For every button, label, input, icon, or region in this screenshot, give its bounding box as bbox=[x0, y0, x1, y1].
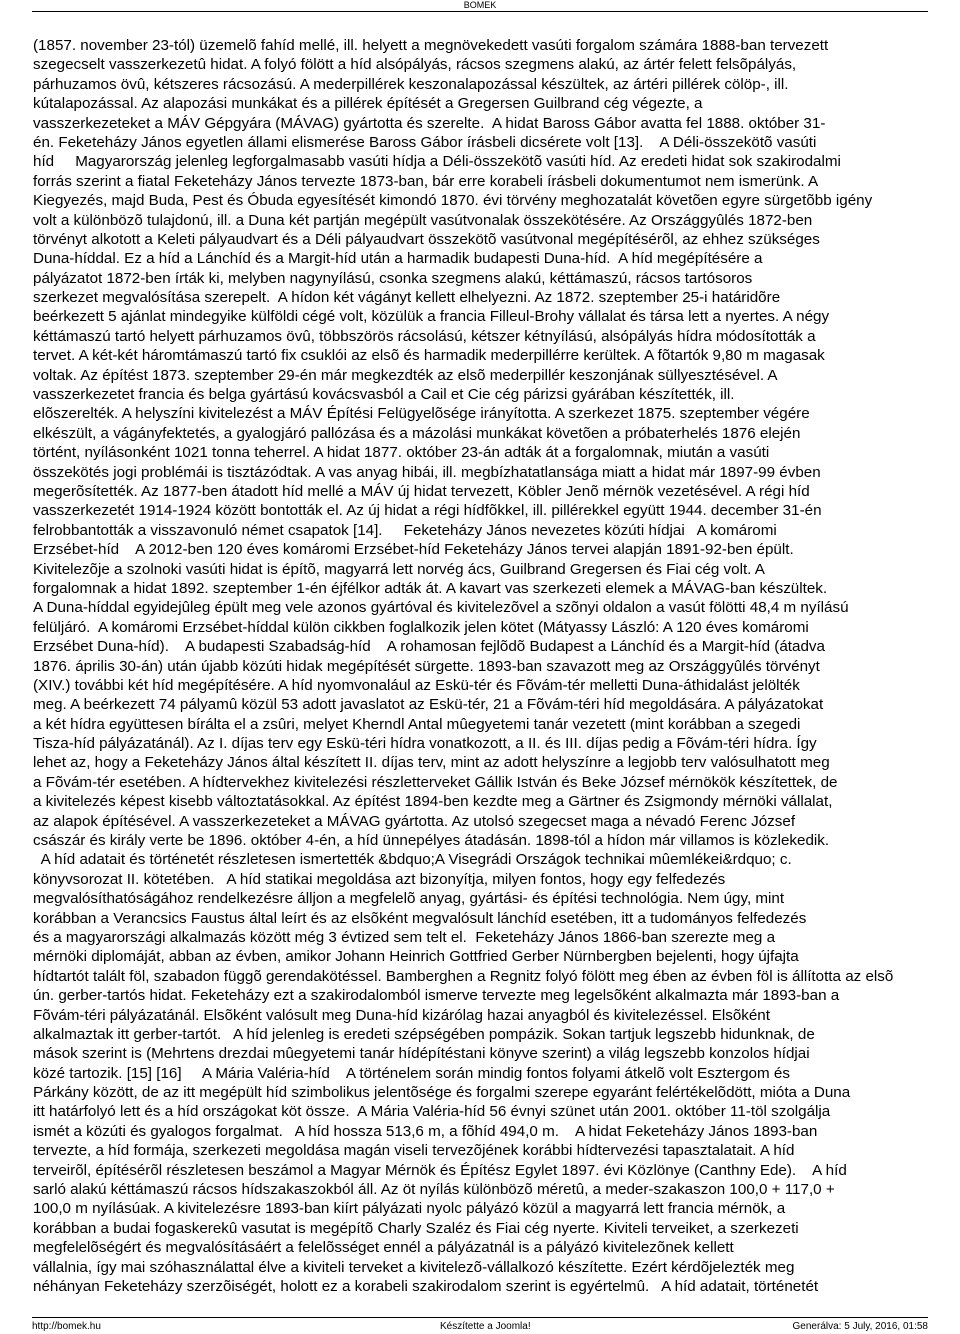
text-line: párhuzamos övû, kétszeres rácsozású. A mederpillérek keszonalapozással készültek, az ártéri pillérek cölöp-, ill. bbox=[33, 75, 789, 93]
text-line: Duna-híddal. Ez a híd a Lánchíd és a Margit-híd után a harmadik budapesti Duna-híd. A híd megépítésére a bbox=[33, 250, 763, 268]
text-line: megfelelõségért és megvalósításáért a felelõsséget ennél a pályázatnál is a pályázó kivitelezõnek kellett bbox=[33, 1239, 734, 1257]
text-line: mérnöki diplomáját, abban az évben, amikor Johann Heinrich Gottfried Gerber Nürnbergben bejelenti, hogy újfajta bbox=[33, 948, 799, 966]
text-line: elkészült, a vágányfektetés, a gyalogjáró pallózása és a mázolási munkákat követõen a próbaterhelés 1876 elején bbox=[33, 424, 801, 442]
text-line: szegecselt vasszerkezetû hidat. A folyó fölött a híd alsópályás, rácsos szegmens alakú, az ártér felett felsõpályás, bbox=[33, 56, 797, 74]
text-line: történt, nyílásonként 1021 tonna teherrel. A hidat 1877. október 23-án adták át a forgalomnak, miután a vasúti bbox=[33, 444, 770, 462]
text-line: terveirõl, építésérõl részletesen beszámol a Magyar Mérnök és Építész Egylet 1897. évi Közlönye (Canthny Ede). A híd bbox=[33, 1161, 847, 1179]
text-line: vasszerkezetét 1914-1924 között bontották el. Az új hidat a régi hídfõkkel, ill. pillérekkel együtt 1944. december 31-én bbox=[33, 502, 822, 520]
text-line: lehet az, hogy a Feketeházy János által készített II. díjas terv, mint az adott helyszínre a legjobb terv valósulhatott meg bbox=[33, 754, 830, 772]
text-line: forgalomnak a hidat 1892. szeptember 1-én éjfélkor adták át. A kavart vas szerkezeti elemek a MÁVAG-ban készültek. bbox=[33, 579, 828, 597]
text-line: néhányan Feketeházy szerzõiségét, holott ez a korabeli szakirodalom szerint is egyértelmû. A híd adatait, történetét bbox=[33, 1278, 819, 1295]
text-line: hídtartót talált föl, szabadon függõ gerendakötéssel. Bamberghen a Regnitz folyó fölött meg ében az évben föl is állította az elsõ bbox=[33, 967, 894, 985]
page-footer bbox=[32, 1321, 928, 1333]
footer-url-link[interactable]: http://bomek.hu bbox=[32, 1321, 101, 1332]
text-line: szerkezet megvalósítása szerepelt. A hídon két vágányt kellett elhelyezni. Az 1872. szeptember 25-i határidõre bbox=[33, 289, 781, 307]
text-line: mások szerint is (Mehrtens drezdai mûegyetemi tanár hídépítéstani könyve szerint) a világ legszebb konzolos hídjai bbox=[33, 1045, 810, 1063]
text-line: az alapok építésével. A vasszerkezeteket a MÁVAG gyártotta. Az utolsó szegecset maga a névadó Ferenc József bbox=[33, 812, 796, 830]
text-line: elõszerelték. A helyszíni kivitelezést a MÁV Építési Felügyelõsége irányította. A szerkezet 1875. szeptember végére bbox=[33, 405, 810, 423]
text-line: Erzsébet Duna-híd). A budapesti Szabadság-híd A rohamosan fejlõdõ Budapest a Lánchíd és a Margit-híd (átadva bbox=[33, 638, 825, 656]
text-line: Kivitelezõje a szolnoki vasúti hidat is építõ, magyarrá lett norvég ács, Guilbrand Gregersen és Fiai cég volt. A bbox=[33, 560, 765, 578]
header-divider bbox=[32, 11, 928, 12]
text-line: forrás szerint a fiatal Feketeházy János tervezte 1873-ban, bár erre korabeli írásbeli dokumentumot nem ismerünk. A bbox=[33, 172, 819, 190]
text-line: a Fõvám-tér esetében. A hídtervekhez kivitelezési részletterveket Gállik István és Beke József mérnökök készítettek, de bbox=[33, 773, 838, 791]
text-line: Fõvám-téri pályázatánál. Elsõként valósult meg Duna-híd kizárólag hazai anyagból és kivitelezéssel. Elsõként bbox=[33, 1006, 770, 1024]
text-line: vállalnia, így mai szóhasználattal élve a kiviteli terveket a kivitelezõ-vállalkozó készítette. Ezért kérdõjelezték meg bbox=[33, 1258, 795, 1276]
text-line: voltak. Az építést 1873. szeptember 29-én már megkezdték az elsõ mederpillér keszonjának süllyesztésével. A bbox=[33, 366, 778, 384]
text-line: megerõsítették. Az 1877-ben átadott híd mellé a MÁV új hidat tervezett, Köbler Jenõ mérnök vezetésével. A régi híd bbox=[33, 482, 810, 500]
text-line: A Duna-híddal egyidejûleg épült meg vele azonos gyártóval és kivitelezõvel a szõnyi oldalon a vasút fölötti 48,4 m nyílású bbox=[33, 599, 849, 617]
text-line: (1857. november 23-tól) üzemelõ fahíd mellé, ill. helyett a megnövekedett vasúti forgalom számára 1888-ban tervezett bbox=[33, 37, 829, 54]
text-line: törvényt alkotott a Keleti pályaudvart és a Déli pályaudvart összekötõ vasútvonal megépítésérõl, az ehhez szükséges bbox=[33, 230, 820, 248]
text-line: korábban a budai fogaskerekû vasutat is megépítõ Charly Szaléz és Fiai cég nyerte. Kiviteli terveiket, a szerkezeti bbox=[33, 1219, 799, 1237]
footer-divider bbox=[32, 1317, 928, 1318]
text-line: én. Feketeházy János egyetlen állami elismerése Baross Gábor írásbeli dicsérete volt [13]. A Déli-összekötõ vasúti bbox=[33, 133, 817, 151]
text-line: A híd adatait és történetét részletesen ismertették &bdquo;A Visegrádi Országok technikai mûemlékei&rdquo; c. bbox=[33, 851, 792, 869]
text-line: alkalmaztak itt gerber-tartót. A híd jelenleg is eredeti szépségében pompázik. Sokan tartjuk legszebb hidunknak, de bbox=[33, 1025, 815, 1043]
text-line: híd Magyarország jelenleg legforgalmasabb vasúti hídja a Déli-összekötõ vasúti híd. Az eredeti hidat sok szakirodalmi bbox=[33, 153, 841, 171]
text-line: megvalósíthatóságához rendelkezésre álljon a megfelelõ anyag, gyártási- és építési technológia. Nem úgy, mint bbox=[33, 890, 785, 908]
page-header bbox=[0, 0, 960, 10]
footer-generated-date: Generálva: 5 July, 2016, 01:58 bbox=[792, 1321, 928, 1332]
text-line: a két hídra együttesen bírálta el a zsûri, melyet Kherndl Antal mûegyetemi tanár vezetett (mint korábban a szegedi bbox=[33, 715, 801, 733]
text-line: beérkezett 5 ajánlat mindegyike külföldi cégé volt, közülük a francia Filleul-Brohy vállalat és társa lett a nyertes. A négy bbox=[33, 308, 830, 326]
text-line: ún. gerber-tartós hidat. Feketeházy ezt a szakirodalomból ismerve tervezte meg legelsõként alkalmazta már 1893-ban a bbox=[33, 987, 840, 1005]
text-line: összekötés jogi problémái is tisztázódtak. A vas anyag hibái, ill. megbízhatatlansága miatt a hidat már 1897-99 évben bbox=[33, 463, 821, 481]
text-line: tervet. A két-két háromtámaszú tartó fix csuklói az elsõ és harmadik mederpillérre kerültek. A fõtartók 9,80 m magasak bbox=[33, 347, 825, 365]
text-line: kútalapozással. Az alapozási munkákat és a pillérek építését a Gregersen Guilbrand cég végezte, a bbox=[33, 95, 703, 113]
text-line: vasszerkezetet francia és belga gyártású kovácsvasból a Cail et Cie cég párizsi gyárában készítették, ill. bbox=[33, 386, 735, 404]
text-line: közé tartozik. [15] [16] A Mária Valéria-híd A történelem során mindig fontos folyami átkelõ volt Esztergom és bbox=[33, 1064, 790, 1082]
text-line: Párkány között, de az itt megépült híd szimbolikus jelentõsége és forgalmi szerepe egyaránt felértékelõdött, mióta a Duna bbox=[33, 1084, 851, 1102]
text-line: pályázatot 1872-ben írták ki, melyben nagynyílású, csonka szegmens alakú, kéttámaszú, rácsos tartósoros bbox=[33, 269, 753, 287]
text-line: itt határfolyó lett és a híd országokat köt össze. A Mária Valéria-híd 56 évnyi szünet után 2001. október 11-töl szolgálja bbox=[33, 1103, 831, 1121]
text-line: Kiegyezés, majd Buda, Pest és Óbuda egyesítését kimondó 1870. évi törvény meghozatalát követõen egyre sürgetõbb igény bbox=[33, 192, 873, 210]
text-line: sarló alakú kéttámaszú rácsos hídszakaszokból áll. Az öt nyílás különbözõ méretû, a meder-szakaszon 100,0 + 117,0 + bbox=[33, 1181, 835, 1199]
site-name: BOMEK bbox=[463, 0, 497, 10]
text-line: tervezte, a híd formája, szerkezeti megoldása magán viseli tervezõjének korábbi hídtervezési tapasztalatait. A híd bbox=[33, 1142, 795, 1160]
text-line: a kivitelezés képest kisebb változtatásokkal. Az építést 1894-ben kezdte meg a Gärtner és Zsigmondy mérnöki vállalat, bbox=[33, 793, 833, 811]
text-line: felrobbantották a visszavonuló német csapatok [14]. Feketeházy János nevezetes közúti hídjai A komáromi bbox=[33, 521, 777, 539]
text-line: korábban a Verancsics Faustus által leírt és az elsõként megvalósult lánchíd esetében, itt a tudományos felfedezés bbox=[33, 909, 807, 927]
text-line: Erzsébet-híd A 2012-ben 120 éves komáromi Erzsébet-híd Feketeházy János tervei alapján 1891-92-ben épült. bbox=[33, 541, 794, 559]
article-body bbox=[33, 36, 933, 1296]
footer-credit: Készítette a Joomla! bbox=[440, 1321, 531, 1332]
text-line: Tisza-híd pályázatánál). Az I. díjas terv egy Eskü-téri hídra vonatkozott, a II. és III. díjas pedig a Fõvám-téri hídra. Így bbox=[33, 735, 817, 753]
text-line: kéttámaszú tartó helyett párhuzamos övû, többszörös rácsolású, kétszer kétnyílású, alsópályás hídra módosították a bbox=[33, 327, 816, 345]
text-line: 1876. április 30-án) után újabb közúti hidak megépítését sürgette. 1893-ban szavazott meg az Országgyûlés törvényt bbox=[33, 657, 820, 675]
text-line: felüljáró. A komáromi Erzsébet-híddal külön cikkben foglalkozik jelen kötet (Mátyassy László: A 120 éves komáromi bbox=[33, 618, 809, 636]
text-line: vasszerkezeteket a MÁV Gépgyára (MÁVAG) gyártotta és szerelte. A hidat Baross Gábor avatta fel 1888. október 31- bbox=[33, 114, 826, 132]
text-line: császár és király verte be 1896. október 4-én, a híd ünnepélyes átadásán. 1898-tól a hídon már villamos is közlekedik. bbox=[33, 832, 830, 850]
text-line: ismét a közúti és gyalogos forgalmat. A híd hossza 513,6 m, a fõhíd 494,0 m. A hidat Feketeházy János 1893-ban bbox=[33, 1122, 818, 1140]
text-line: könyvsorozat II. kötetében. A híd statikai megoldása azt bizonyítja, milyen fontos, hogy egy felfedezés bbox=[33, 870, 726, 888]
text-line: (XIV.) további két híd megépítésére. A híd nyomvonalául az Eskü-tér és Fõvám-tér melletti Duna-áthidalást jelölték bbox=[33, 676, 800, 694]
text-line: meg. A beérkezett 74 pályamû közül 53 adott javaslatot az Eskü-tér, 21 a Fõvám-téri híd megoldására. A pályázatokat bbox=[33, 696, 824, 714]
text-line: volt a különbözõ tulajdonú, ill. a Duna két partján megépült vasútvonalak összekötésére. Az Országgyûlés 1872-ben bbox=[33, 211, 813, 229]
text-line: és a magyarországi alkalmazás között még 3 évtized sem telt el. Feketeházy János 1866-ban szerezte meg a bbox=[33, 928, 776, 946]
text-line: 100,0 m nyílásúak. A kivitelezésre 1893-ban kiírt pályázati nyolc pályázó közül a magyarrá lett francia mérnök, a bbox=[33, 1200, 786, 1218]
